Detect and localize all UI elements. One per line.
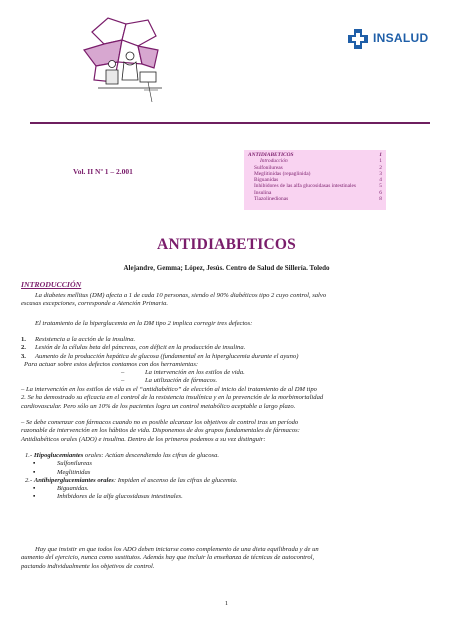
square-bullet: ▪ bbox=[33, 460, 36, 468]
toc-row[interactable] bbox=[248, 196, 382, 202]
lifestyle-paragraph bbox=[21, 386, 433, 411]
item-text: Meglitinidas bbox=[57, 468, 91, 476]
list-item bbox=[21, 369, 298, 377]
brand-name: INSALUD bbox=[373, 31, 429, 45]
text-line: La diabetes mellitus (DM) afecta a 1 de cada 10 personas, siendo el 90% diabéticos tipo 2 cuyo control, salvo bbox=[35, 292, 327, 299]
square-bullet: ▪ bbox=[33, 493, 36, 501]
item-number: 2. bbox=[21, 344, 26, 352]
text-line: – Se debe comenzar con fármacos cuando no es posible alcanzar los objetivos de control tras un período bbox=[21, 419, 299, 426]
page-number: 1 bbox=[224, 600, 229, 607]
closing-paragraph bbox=[21, 546, 433, 571]
toc-label: Tiazolinedionas bbox=[254, 196, 289, 203]
list-item bbox=[21, 377, 298, 385]
item-text: La utilización de fármacos. bbox=[145, 377, 218, 385]
square-bullet: ▪ bbox=[33, 485, 36, 493]
list-item bbox=[21, 460, 237, 468]
text-line: – La intervención en los estilos de vida es el “antidiabético” de elección al inicio del tratamiento de al DM tipo bbox=[21, 386, 317, 393]
group-number: 1.- bbox=[25, 452, 33, 459]
item-text: Sulfonilureas bbox=[57, 460, 92, 468]
publication-logo bbox=[78, 10, 170, 110]
text-line: 2. Se ha demostrado su eficacia en el control de la resistencia insulínica y en la prevención de la morbimortalidad bbox=[21, 394, 324, 402]
section-heading: INTRODUCCIÓN bbox=[21, 280, 82, 289]
item-text: Biguanidas. bbox=[57, 485, 89, 493]
cross-icon bbox=[347, 28, 369, 50]
toc-page: 3 bbox=[379, 170, 382, 177]
list-item bbox=[21, 485, 237, 493]
toc-page: 6 bbox=[379, 189, 382, 196]
list-item bbox=[21, 336, 298, 344]
text-line: razonable de intervención en los hábitos de vida. Disponemos de dos grupos fundamentales de fármacos: bbox=[21, 427, 300, 435]
text-line: Antidiabéticos orales (ADO) e insulina. Dentro de los primeros podemos a su vez distinguir: bbox=[21, 435, 266, 443]
toc-label: Meglitinidas (repaglinida) bbox=[254, 170, 311, 177]
dash-mark: – bbox=[121, 377, 125, 385]
insalud-logo bbox=[347, 28, 427, 50]
list-item bbox=[21, 469, 237, 477]
group-heading bbox=[21, 452, 237, 460]
document-title: ANTIDIABETICOS bbox=[157, 236, 296, 253]
toc-page: 8 bbox=[379, 196, 382, 203]
list-item bbox=[21, 344, 298, 352]
item-number: 1. bbox=[21, 336, 26, 343]
drugs-paragraph bbox=[21, 419, 433, 444]
defects-list bbox=[21, 336, 298, 386]
toc-page: 1 bbox=[379, 158, 382, 165]
toc-label: ANTIDIABETICOS bbox=[248, 152, 294, 158]
defects-lead: El tratamiento de la hiperglucemia en la DM tipo 2 implica corregir tres defectos: bbox=[35, 320, 253, 327]
list-item bbox=[21, 353, 298, 361]
tools-lead: Para actuar sobre estos defectos contamos con dos herramientas: bbox=[24, 360, 199, 368]
toc-page: 5 bbox=[379, 183, 382, 190]
square-bullet: ▪ bbox=[33, 468, 36, 476]
toc-label: Introducción bbox=[260, 158, 288, 165]
item-text: Resistencia a la acción de la insulina. bbox=[35, 336, 136, 343]
list-item bbox=[21, 493, 237, 501]
text-line: escasas excepciones, corresponde a Atención Primaria. bbox=[21, 300, 169, 308]
group-number: 2.- bbox=[25, 476, 33, 484]
text-line: aumento del ejercicio, nunca como sustitutos. Además hay que incluir la enseñanza de técnicas de autocontrol, bbox=[21, 554, 315, 562]
authors-line: Alejandre, Gemma; López, Jesús. Centro de Salud de Sillería. Toledo bbox=[123, 264, 330, 272]
group-name: Hipoglucemiantes bbox=[33, 452, 84, 459]
volume-label: Vol. II Nº 1 – 2.001 bbox=[73, 167, 133, 176]
text-line: cardiovascular. Pero sólo un 10% de los pacientes logra un control metabólico aceptable a largo plazo. bbox=[21, 402, 296, 410]
text-line: pactando individualmente los objetivos de control. bbox=[21, 562, 155, 570]
table-of-contents bbox=[244, 150, 386, 210]
item-text: Inhibidores de la alfa glucosidasas intestinales. bbox=[57, 493, 183, 501]
group-name: Antihiperglucemiantes orales bbox=[33, 476, 114, 484]
header-divider bbox=[30, 122, 430, 124]
intro-paragraph bbox=[21, 292, 433, 309]
item-text: Aumento de la producción hepática de glucosa (fundamental en la hiperglucemia durante el ayuno) bbox=[35, 352, 299, 360]
toc-label: Inhibidores de las alfa glucosidasas intestinales bbox=[254, 183, 356, 190]
toc-page: 4 bbox=[379, 177, 382, 184]
toc-page: 1 bbox=[379, 152, 382, 158]
dash-mark: – bbox=[121, 369, 125, 377]
group-description: : Impiden el ascenso de las cifras de glucemia. bbox=[113, 476, 238, 484]
group-heading bbox=[21, 477, 237, 485]
toc-page: 2 bbox=[379, 164, 382, 171]
text-line: Hay que insistir en que todos los ADO deben iniciarse como complemento de una dieta equilibrada y de un bbox=[35, 546, 319, 553]
group-description: orales: Actúan descendiendo las cifras de glucosa. bbox=[83, 452, 220, 459]
drug-groups bbox=[21, 452, 237, 502]
toc-label: Insulina bbox=[254, 189, 272, 196]
item-text: La intervención en los estilos de vida. bbox=[145, 369, 245, 377]
item-text: Lesión de la células beta del páncreas, con déficit en la producción de insulina. bbox=[35, 344, 246, 352]
toc-label: Sulfonilureas bbox=[254, 164, 283, 171]
toc-label: Biguanidas bbox=[254, 177, 279, 184]
item-number: 3. bbox=[21, 352, 26, 360]
